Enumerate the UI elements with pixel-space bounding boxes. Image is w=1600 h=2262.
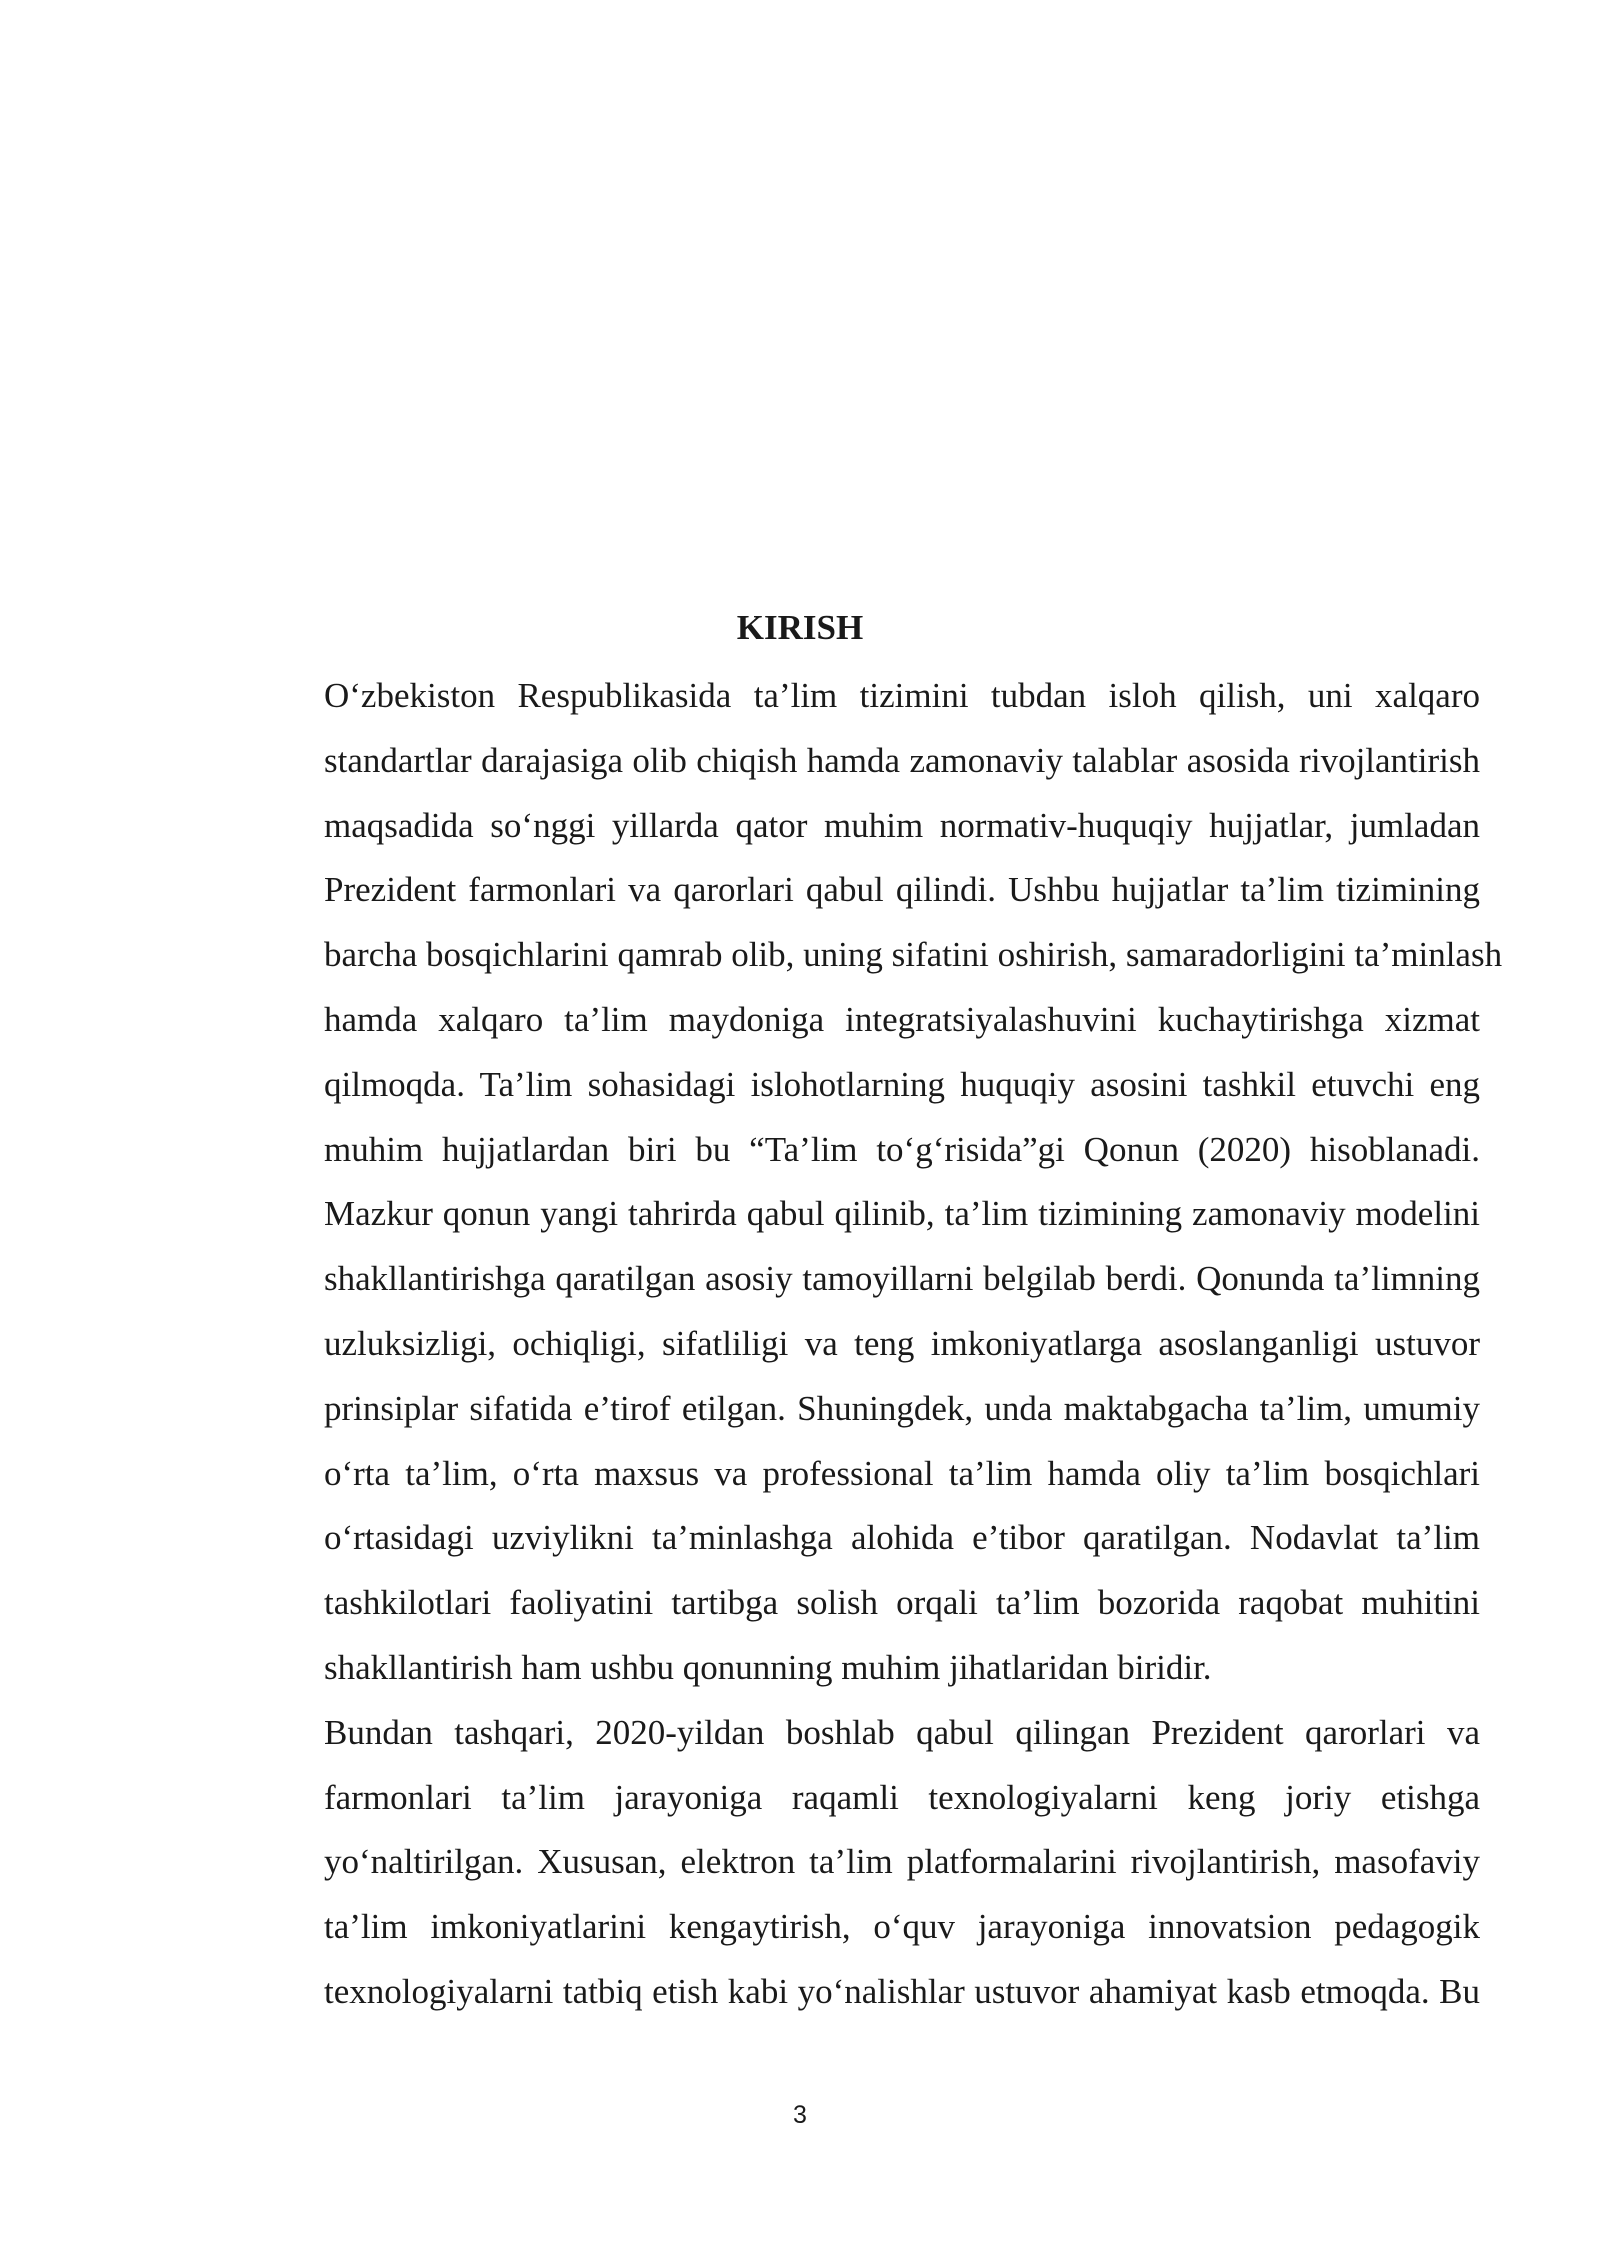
- text-line: maqsadida so‘nggi yillarda qator muhim normativ-huquqiy hujjatlar, jumladan: [324, 805, 1480, 845]
- page-number: 3: [793, 2101, 807, 2129]
- body-text: [228, 664, 1503, 2025]
- text-line: Prezident farmonlari va qarorlari qabul qilindi. Ushbu hujjatlar ta’lim tizimining: [324, 870, 1480, 910]
- paragraph-1: [228, 664, 1503, 1701]
- text-line: o‘rta ta’lim, o‘rta maxsus va professional ta’lim hamda oliy ta’lim bosqichlari: [324, 1453, 1480, 1493]
- text-line: hamda xalqaro ta’lim maydoniga integratsiyalashuvini kuchaytirishga xizmat: [324, 999, 1480, 1039]
- text-line: shakllantirishga qaratilgan asosiy tamoyillarni belgilab berdi. Qonunda ta’limning: [324, 1259, 1480, 1299]
- text-line: muhim hujjatlardan biri bu “Ta’lim to‘g‘risida”gi Qonun (2020) hisoblanadi.: [324, 1129, 1480, 1169]
- text-line: texnologiyalarni tatbiq etish kabi yo‘nalishlar ustuvor ahamiyat kasb etmoqda. Bu: [324, 1971, 1480, 2011]
- section-heading: KIRISH: [736, 608, 864, 647]
- text-line: tashkilotlari faoliyatini tartibga solish orqali ta’lim bozorida raqobat muhitini: [324, 1583, 1480, 1623]
- text-line: o‘rtasidagi uzviylikni ta’minlashga alohida e’tibor qaratilgan. Nodavlat ta’lim: [324, 1518, 1480, 1558]
- text-line: barcha bosqichlarini qamrab olib, uning sifatini oshirish, samaradorligini ta’minlash: [324, 935, 1503, 975]
- text-line: O‘zbekiston Respublikasida ta’lim tizimini tubdan isloh qilish, uni xalqaro: [324, 676, 1480, 715]
- text-line: Bundan tashqari, 2020-yildan boshlab qabul qilingan Prezident qarorlari va: [324, 1712, 1480, 1752]
- paragraph-2: [228, 1701, 1480, 2025]
- text-line: qilmoqda. Ta’lim sohasidagi islohotlarning huquqiy asosini tashkil etuvchi eng: [324, 1064, 1480, 1104]
- text-line: yo‘naltirilgan. Xususan, elektron ta’lim platformalarini rivojlantirish, masofaviy: [324, 1842, 1480, 1882]
- text-line: Mazkur qonun yangi tahrirda qabul qilinib, ta’lim tizimining zamonaviy modelini: [324, 1194, 1480, 1234]
- text-line: shakllantirish ham ushbu qonunning muhim jihatlaridan biridir.: [324, 1647, 1212, 1687]
- text-line: ta’lim imkoniyatlarini kengaytirish, o‘quv jarayoniga innovatsion pedagogik: [324, 1907, 1480, 1947]
- text-line: farmonlari ta’lim jarayoniga raqamli texnologiyalarni keng joriy etishga: [324, 1777, 1480, 1817]
- text-line: uzluksizligi, ochiqligi, sifatliligi va teng imkoniyatlarga asoslanganligi ustuvor: [324, 1323, 1480, 1363]
- text-line: prinsiplar sifatida e’tirof etilgan. Shuningdek, unda maktabgacha ta’lim, umumiy: [324, 1388, 1480, 1428]
- text-line: standartlar darajasiga olib chiqish hamda zamonaviy talablar asosida rivojlantirish: [324, 740, 1480, 780]
